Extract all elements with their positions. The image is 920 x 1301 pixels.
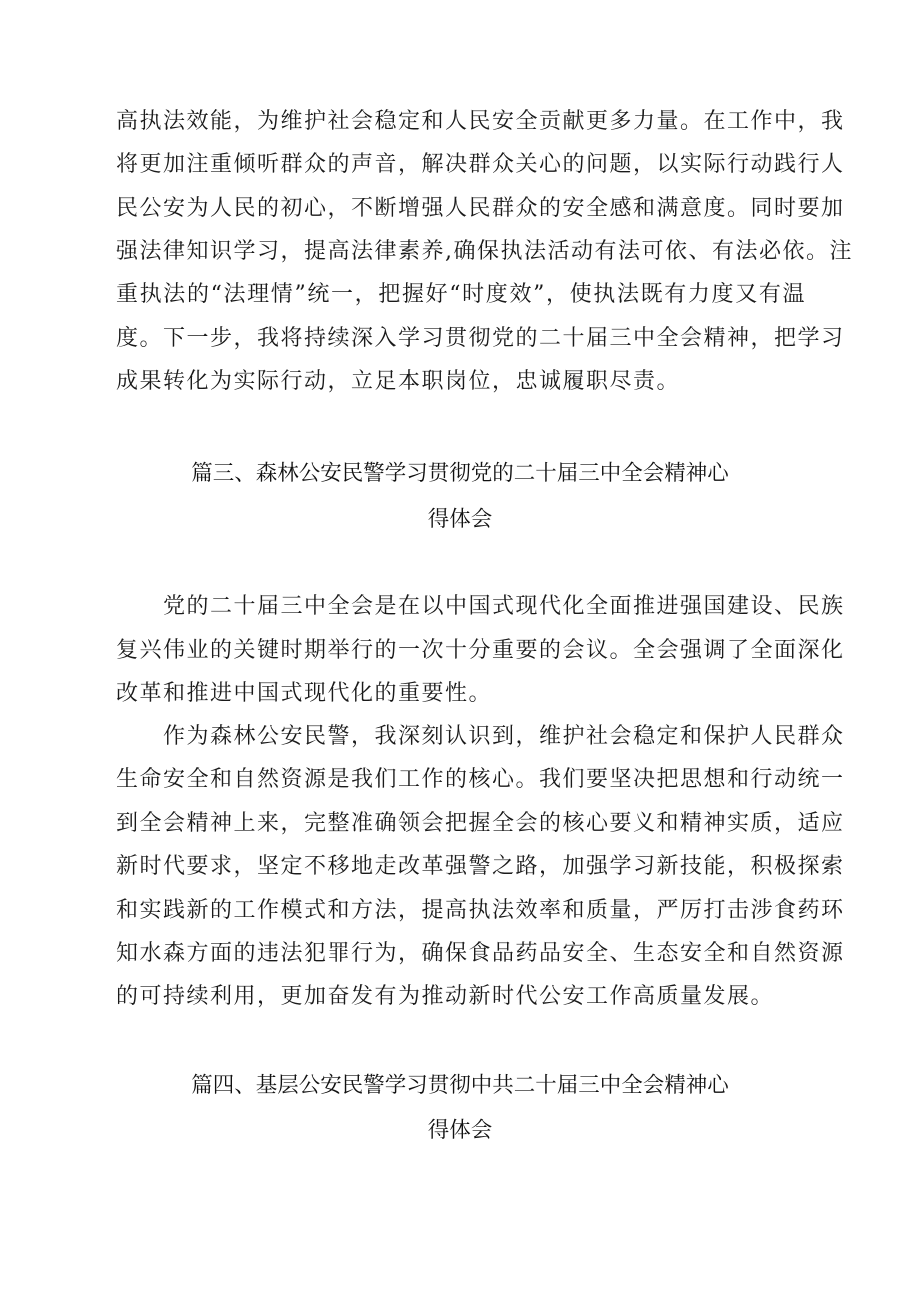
paragraph-line: 生命安全和自然资源是我们工作的核心。我们要坚决把思想和行动统一 xyxy=(116,767,845,792)
section-title: 得体会 xyxy=(427,507,493,532)
paragraph-line: 度。下一步，我将持续深入学习贯彻党的二十届三中全会精神，把学习 xyxy=(116,326,845,351)
paragraph-line: 成果转化为实际行动，立足本职岗位，忠诚履职尽责。 xyxy=(116,369,681,394)
paragraph-line: 的可持续利用，更加奋发有为推动新时代公安工作高质量发展。 xyxy=(116,984,775,1009)
paragraph-line: 改革和推进中国式现代化的重要性。 xyxy=(116,681,493,706)
paragraph-line: 知水森方面的违法犯罪行为，确保食品药品安全、生态安全和自然资源 xyxy=(116,941,845,966)
paragraph-line: 强法律知识学习，提高法律素养,确保执法活动有法可依、有法必依。注 xyxy=(116,239,853,264)
paragraph-line: 作为森林公安民警，我深刻认识到，维护社会稳定和保护人民群众 xyxy=(163,724,845,749)
paragraph-line: 民公安为人民的初心，不断增强人民群众的安全感和满意度。同时要加 xyxy=(116,196,845,221)
paragraph-line: 将更加注重倾听群众的声音，解决群众关心的问题，以实际行动践行人 xyxy=(116,152,845,177)
paragraph-line: 和实践新的工作模式和方法，提高执法效率和质量，严厉打击涉食药环 xyxy=(116,898,845,923)
paragraph-line: 到全会精神上来，完整准确领会把握全会的核心要义和精神实质，适应 xyxy=(116,811,845,836)
section-title: 得体会 xyxy=(427,1118,493,1143)
paragraph-line: 新时代要求，坚定不移地走改革强警之路，加强学习新技能，积极探索 xyxy=(116,854,845,879)
paragraph-line: 党的二十届三中全会是在以中国式现代化全面推进强国建设、民族 xyxy=(163,594,845,619)
paragraph-line: 重执法的“法理情”统一，把握好“时度效”，使执法既有力度又有温 xyxy=(116,282,806,307)
section-title: 篇三、森林公安民警学习贯彻党的二十届三中全会精神心 xyxy=(191,461,729,486)
section-title: 篇四、基层公安民警学习贯彻中共二十届三中全会精神心 xyxy=(191,1073,729,1098)
paragraph-line: 复兴伟业的关键时期举行的一次十分重要的会议。全会强调了全面深化 xyxy=(116,638,845,663)
paragraph-line: 高执法效能，为维护社会稳定和人民安全贡献更多力量。在工作中，我 xyxy=(116,109,845,134)
